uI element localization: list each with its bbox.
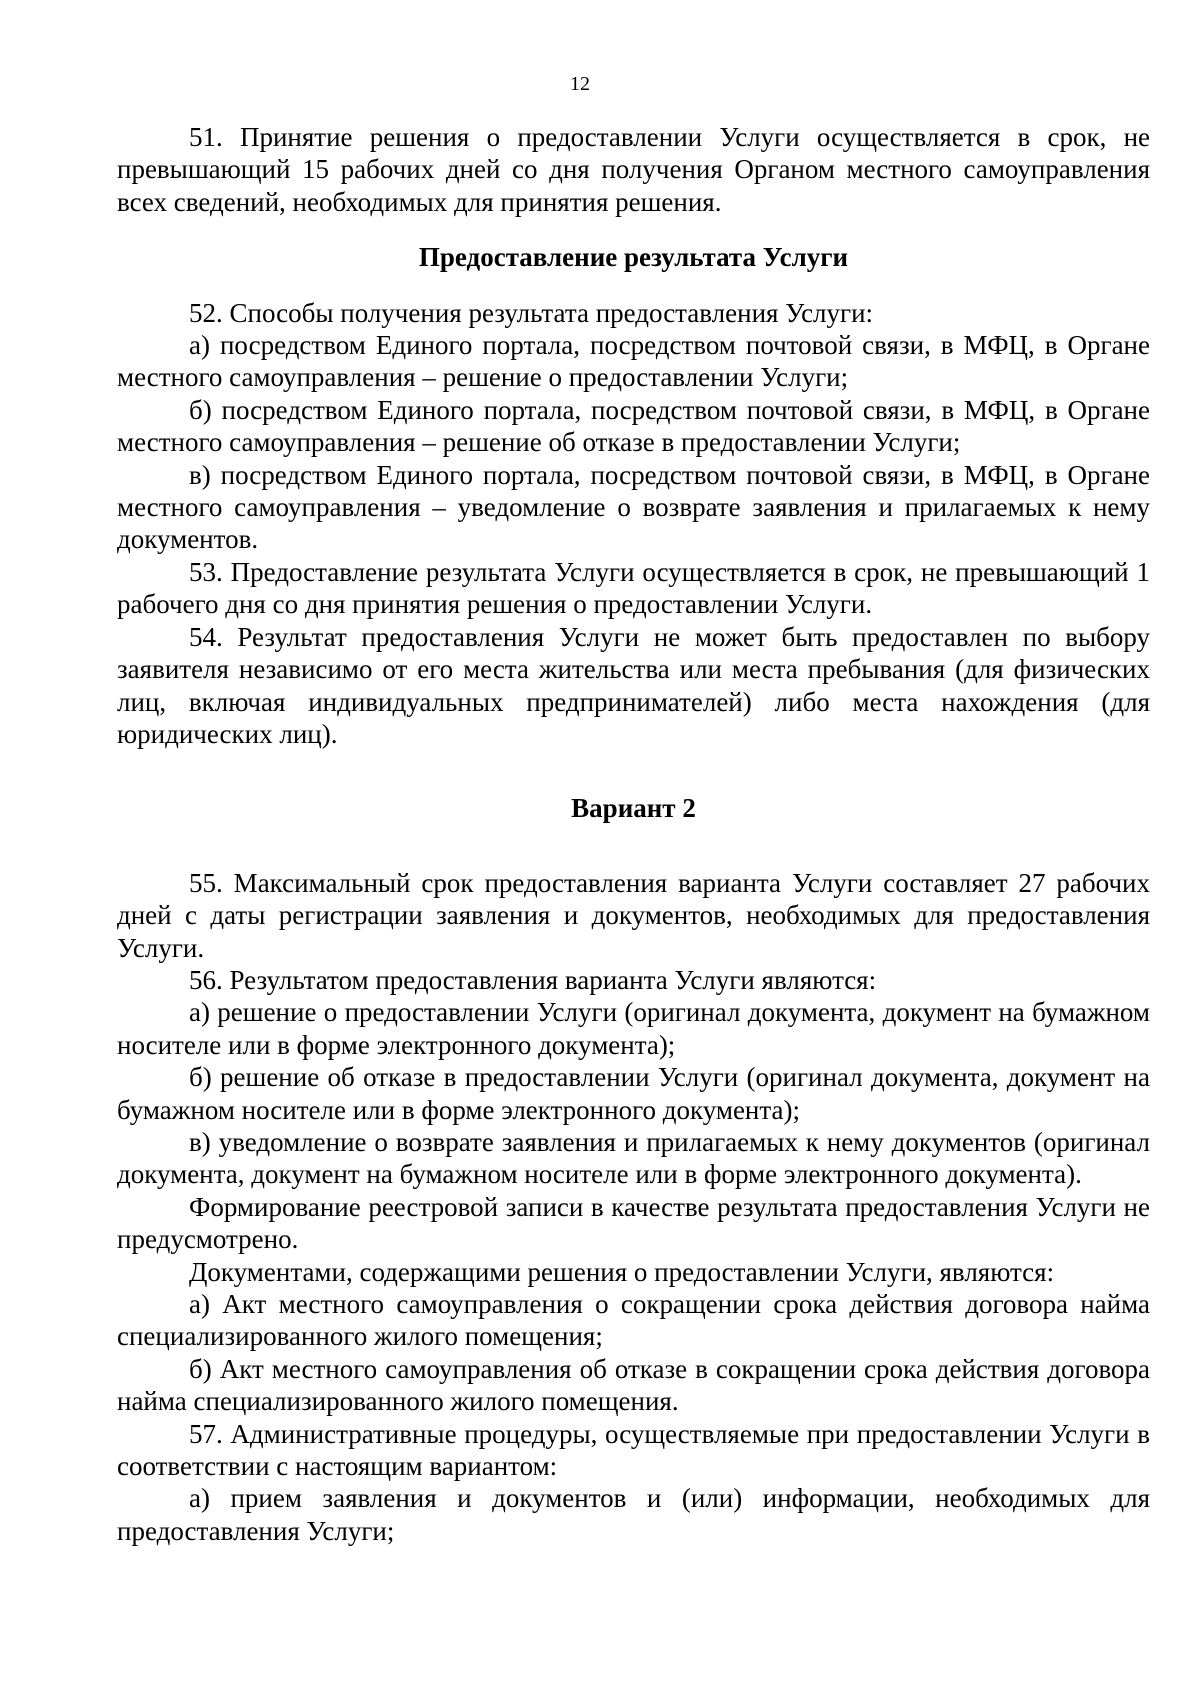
paragraph-52-b: б) посредством Единого портала, посредством почтовой связи, в МФЦ, в Органе местного самоуправления – решение об отказе в предоставлении Услуги; (117, 394, 1150, 458)
paragraph-57-a: а) прием заявления и документов и (или) информации, необходимых для предоставления Услуги; (117, 1483, 1150, 1546)
paragraph-51: 51. Принятие решения о предоставлении Услуги осуществляется в срок, не превышающий 15 рабочих дней со дня получения Органом местного самоуправления всех сведений, необходимых для принятия решения. (117, 122, 1150, 217)
paragraph-52: 52. Способы получения результата предоставления Услуги: (189, 297, 874, 328)
paragraph-55: 55. Максимальный срок предоставления варианта Услуги составляет 27 рабочих дней с даты регистрации заявления и документов, необходимых для предоставления Услуги. (117, 867, 1150, 963)
paragraph-52-v: в) посредством Единого портала, посредством почтовой связи, в МФЦ, в Органе местного самоуправления – уведомление о возврате заявления и прилагаемых к нему документов. (117, 459, 1150, 555)
paragraph-decision-documents: Документами, содержащими решения о предоставлении Услуги, являются: (189, 1256, 1055, 1287)
section-heading-result-provision: Предоставление результата Услуги (418, 242, 849, 273)
document-body (117, 121, 1150, 1547)
paragraph-56-v: в) уведомление о возврате заявления и прилагаемых к нему документов (оригинал документа, документ на бумажном носителе или в форме электронного документа). (117, 1126, 1150, 1190)
paragraph-53: 53. Предоставление результата Услуги осуществляется в срок, не превышающий 1 рабочего дня со дня принятия решения о предоставлении Услуги. (117, 556, 1150, 620)
paragraph-56: 56. Результатом предоставления варианта Услуги являются: (189, 964, 877, 995)
paragraph-decision-documents-a: а) Акт местного самоуправления о сокращении срока действия договора найма специализированного жилого помещения; (117, 1289, 1150, 1352)
section-heading-variant-2: Вариант 2 (571, 793, 696, 824)
paragraph-57: 57. Административные процедуры, осуществляемые при предоставлении Услуги в соответствии с настоящим вариантом: (117, 1418, 1150, 1482)
paragraph-54: 54. Результат предоставления Услуги не может быть предоставлен по выбору заявителя независимо от его места жительства или места пребывания (для физических лиц, включая индивидуальных предпринимателей) либо места нахождения (для юридических лиц). (117, 621, 1150, 749)
paragraph-56-a: а) решение о предоставлении Услуги (оригинал документа, документ на бумажном носителе или в форме электронного документа); (117, 997, 1150, 1060)
page-number: 12 (570, 73, 590, 95)
paragraph-decision-documents-b: б) Акт местного самоуправления об отказе в сокращении срока действия договора найма специализированного жилого помещения. (117, 1353, 1150, 1417)
paragraph-registry-record: Формирование реестровой записи в качестве результата предоставления Услуги не предусмотрено. (117, 1191, 1150, 1255)
paragraph-56-b: б) решение об отказе в предоставлении Услуги (оригинал документа, документ на бумажном носителе или в форме электронного документа); (117, 1062, 1150, 1125)
paragraph-52-a: а) посредством Единого портала, посредством почтовой связи, в МФЦ, в Органе местного самоуправления – решение о предоставлении Услуги; (117, 330, 1150, 393)
